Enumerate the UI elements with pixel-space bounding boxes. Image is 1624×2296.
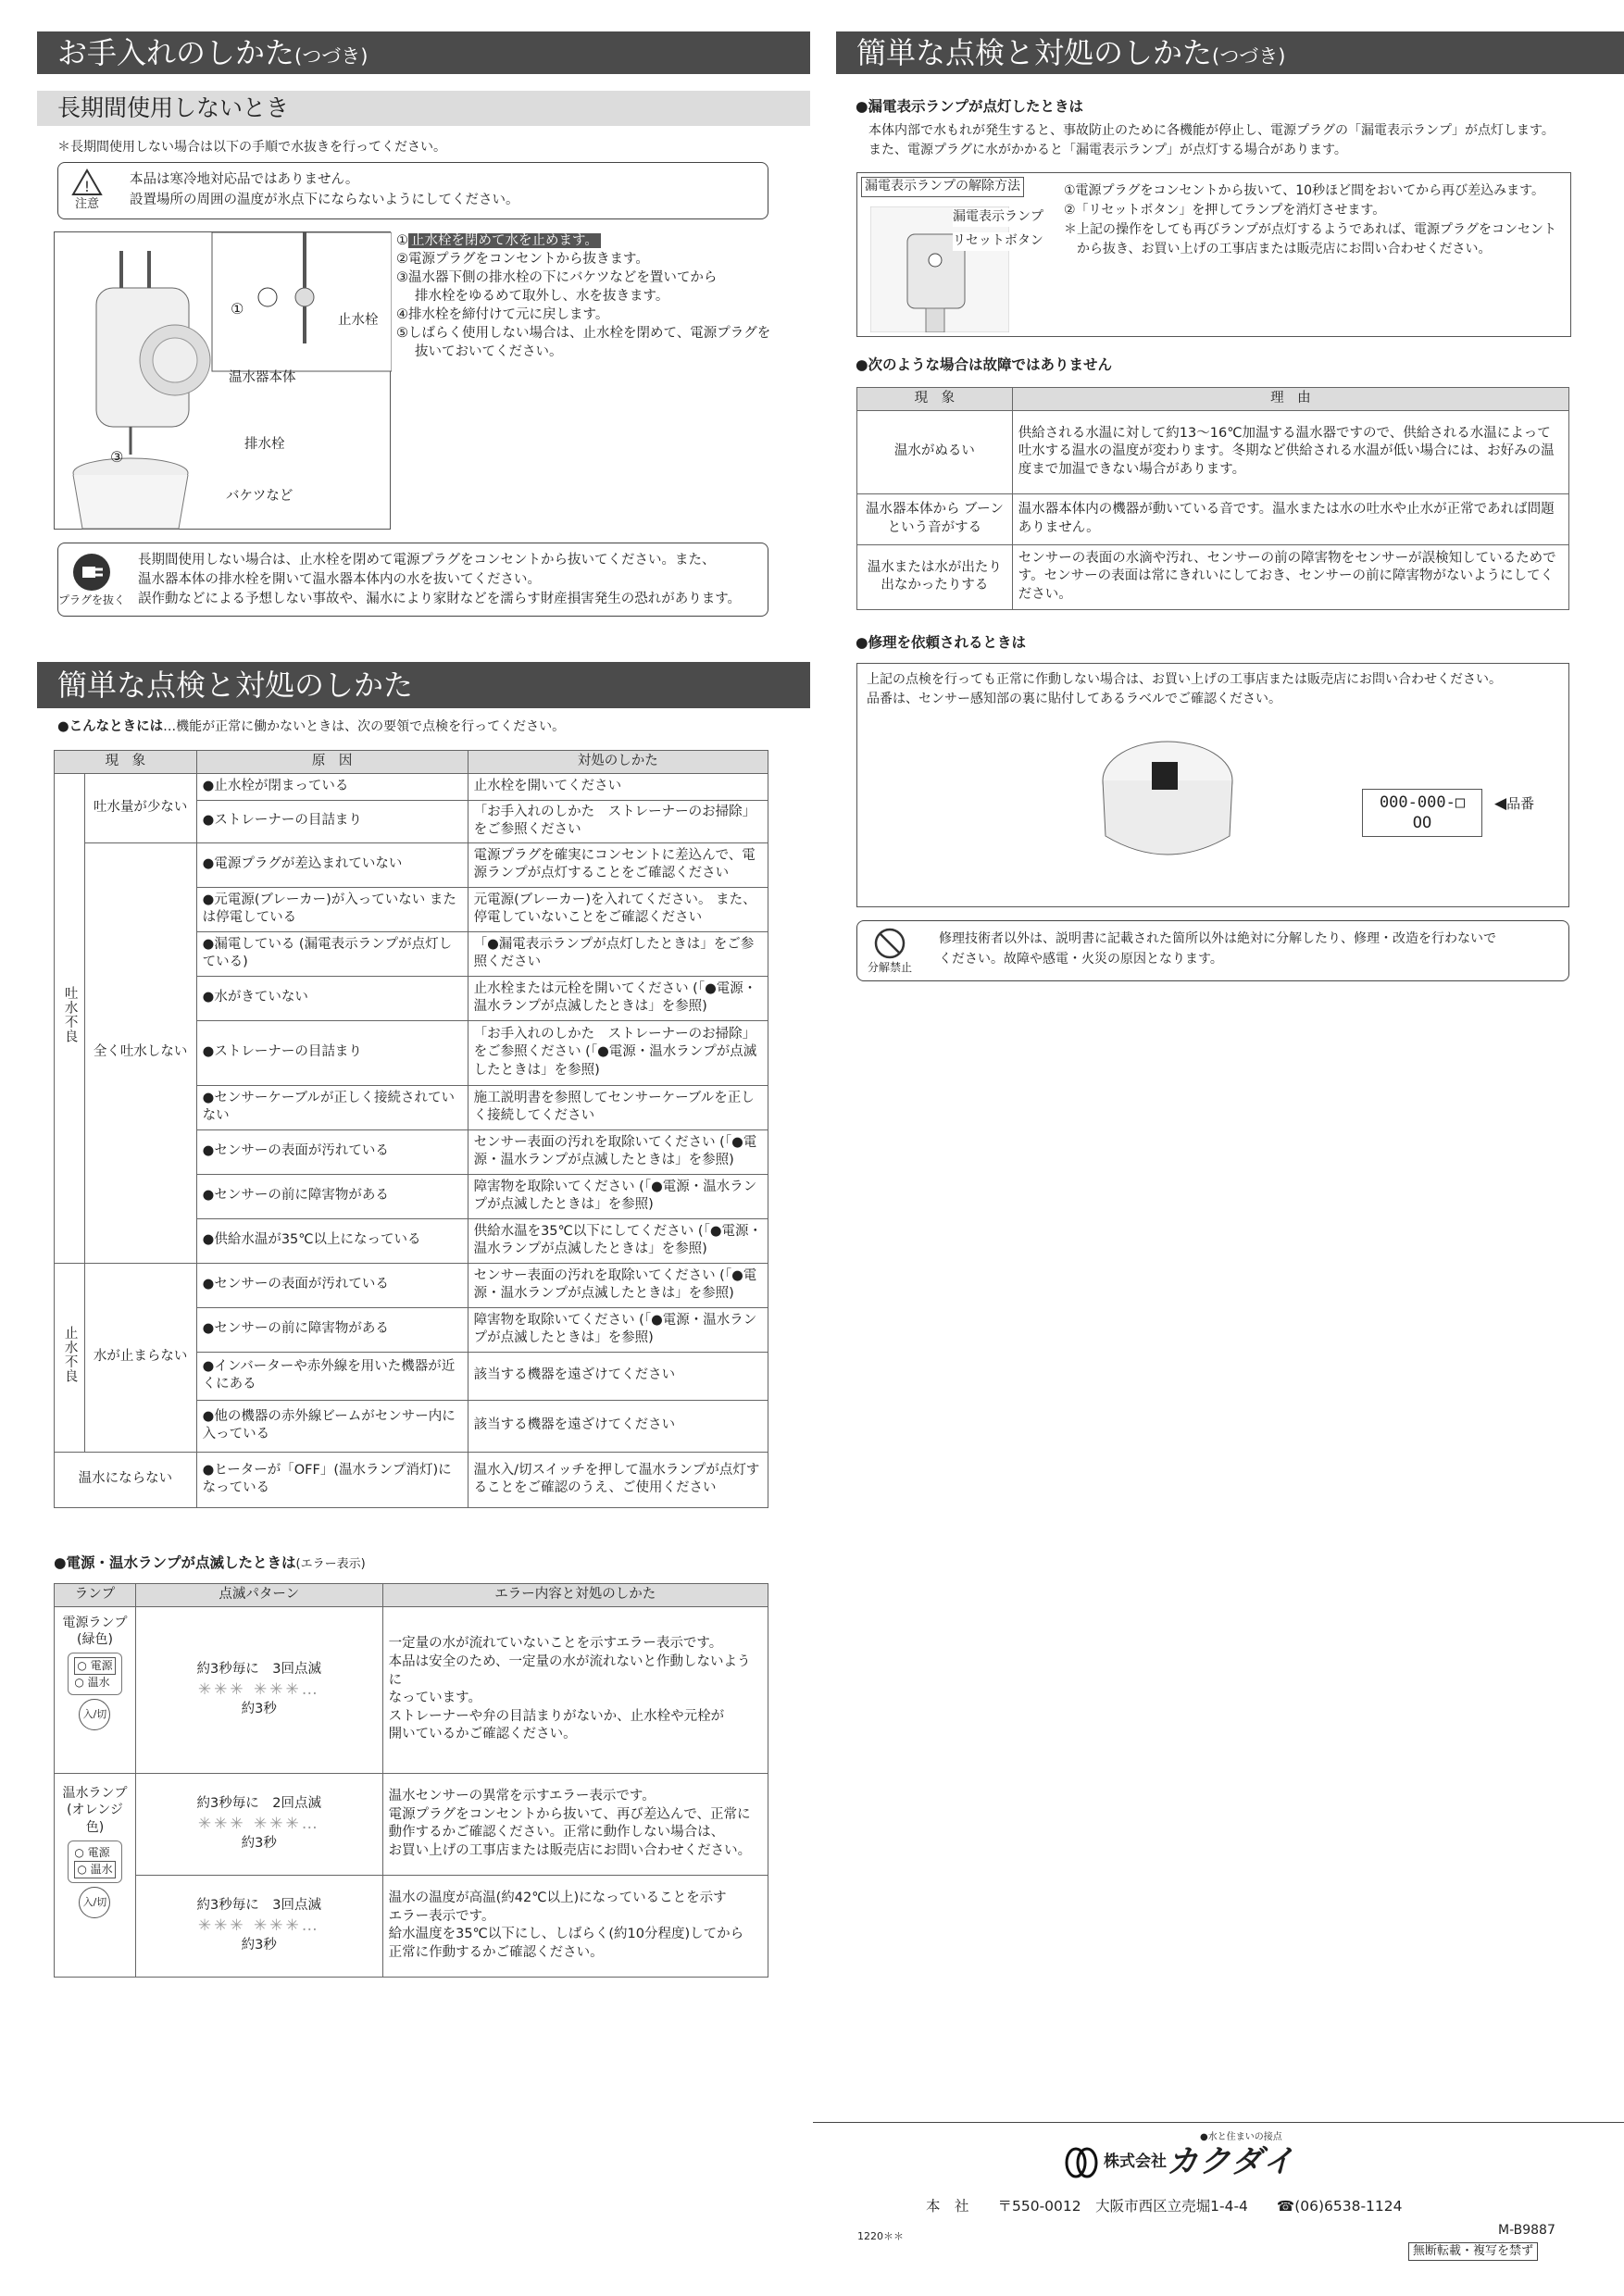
not-failure-r-0: 供給される水温に対して約13～16℃加温する温水器ですので、供給される水温によって吐水する温水の温度が変わります。冬期など供給される水温が低い場合には、お好みの温度まで加温できない場合があります。: [1012, 410, 1568, 493]
product-label-sub: OO: [1412, 814, 1432, 832]
not-failure-r-2: センサーの表面の水滴や汚れ、センサーの前の障害物をセンサーが誤検知しているためです。センサーの表面は常にきれいにしておき、センサーの前に障害物がないようにしてください。: [1012, 544, 1568, 609]
kakudai-logo-icon: [1065, 2147, 1098, 2178]
inspection-header-cause: 原 因: [196, 751, 468, 774]
leak-heading: ●漏電表示ランプが点灯したときは: [856, 98, 1084, 115]
unplug-label: プラグを抜く: [58, 593, 126, 606]
inspection-table: [54, 750, 768, 1508]
remedy-4: 「●漏電表示ランプが点灯したときは」をご参照ください: [468, 931, 768, 976]
company-name: カクダイ: [1167, 2143, 1295, 2180]
drain-step-5b: 抜いておいてください。: [415, 344, 563, 359]
pattern-1-stars-icon: ✳✳✳ ✳✳✳…: [197, 1679, 320, 1699]
not-failure-header-reason: 理 由: [1012, 388, 1568, 411]
error-3: 温水の温度が高温(約42℃以上)になっていることを示す エラー表示です。 給水温度を35℃以下にし、しばらく(約10分程度)してから 正常に作動するかご確認ください。: [382, 1875, 768, 1977]
caution-line-1: 本品は寒冷地対応品ではありません。: [130, 172, 359, 187]
remedy-3: 元電源(ブレーカー)を入れてください。 また、停電していないことをご確認ください: [468, 887, 768, 931]
hinban-label: 品番: [1506, 795, 1535, 812]
pattern-1-top: 約3秒毎に 3回点滅: [196, 1662, 321, 1678]
drain-step-3b: 排水栓をゆるめて取外し、水を抜きます。: [415, 289, 669, 304]
footer-tagline: ●水と住まいの接点: [1200, 2132, 1282, 2142]
caution-icon: [64, 167, 110, 215]
phenomenon-no-stop: 水が止まらない: [84, 1263, 196, 1452]
not-failure-r-1: 温水器本体内の機器が動いている音です。温水または水の吐水や止水が正常であれば問題ありません。: [1012, 493, 1568, 544]
cause-4: ●漏電している (漏電表示ランプが点灯している): [196, 931, 468, 976]
inspection-intro-text: …機能が正常に働かないときは、次の要領で点検を行ってください。: [163, 719, 566, 734]
cause-8: ●センサーの表面が汚れている: [196, 1129, 468, 1174]
cause-0: ●止水栓が閉まっている: [196, 773, 468, 800]
remedy-10: 供給水温を35℃以下にしてください (「●電源・温水ランプが点滅したときは」を参照): [468, 1218, 768, 1263]
drain-step-4: ④排水栓を締付けて元に戻します。: [396, 307, 609, 322]
not-failure-p-1: 温水器本体から ブーンという音がする: [857, 493, 1013, 544]
drain-step-5: ⑤しばらく使用しない場合は、止水栓を閉めて、電源プラグを: [396, 326, 771, 341]
sensor-illustration: [1098, 725, 1237, 864]
not-failure-header-phenomenon: 現 象: [857, 388, 1013, 411]
product-label-code: 000-000-□: [1379, 793, 1466, 812]
right-header-title: 簡単な点検と対処のしかた: [856, 35, 1213, 70]
leak-reset-box: [856, 172, 1571, 337]
diagram-step1-label: ①: [231, 300, 244, 318]
remedy-11: センサー表面の汚れを取除いてください (「●電源・温水ランプが点滅したときは」を参照): [468, 1263, 768, 1307]
error-2: 温水センサーの異常を示すエラー表示です。 電源プラグをコンセントから抜いて、再び差込んで、正常に 動作するかご確認ください。正常に動作しない場合は、 お買い上げの工事店または販売店にお問い合わせください。: [382, 1773, 768, 1875]
cause-12: ●センサーの前に障害物がある: [196, 1307, 468, 1352]
pattern-3: [135, 1875, 382, 1977]
hot-lamp-cell: [55, 1773, 136, 1977]
remedy-8: センサー表面の汚れを取除いてください (「●電源・温水ランプが点滅したときは」を参照): [468, 1129, 768, 1174]
hot-lamp-label: 温水ランプ (オレンジ色): [62, 1785, 128, 1836]
company-logo: [1065, 2140, 1295, 2185]
phenomenon-no-hot: 温水にならない: [55, 1452, 197, 1507]
caution-label: 注意: [74, 196, 99, 211]
phenomenon-no-water: 全く吐水しない: [84, 842, 196, 1263]
right-page-header: [836, 31, 1624, 74]
inspection-intro-bold: ●こんなときには: [57, 719, 164, 734]
pattern-3-top: 約3秒毎に 3回点滅: [196, 1898, 321, 1914]
pattern-2-bottom: 約3秒: [241, 1835, 277, 1851]
leak-line-1: 本体内部で水もれが発生すると、事故防止のために各機能が停止し、電源プラグの「漏電表示ランプ」が点灯します。: [868, 123, 1555, 138]
blink-heading: [54, 1554, 366, 1574]
left-header-title: お手入れのしかた: [57, 35, 295, 70]
disassembly-line-1: 修理技術者以外は、説明書に記載された箇所以外は絶対に分解したり、修理・改造を行わないで: [939, 931, 1496, 946]
blink-header-error: エラー内容と対処のしかた: [382, 1584, 768, 1607]
cause-9: ●センサーの前に障害物がある: [196, 1174, 468, 1218]
remedy-7: 施工説明書を参照してセンサーケーブルを正しく接続してください: [468, 1085, 768, 1129]
cause-1: ●ストレーナーの目詰まり: [196, 800, 468, 842]
diagram-step3-label: ③: [110, 448, 124, 466]
group-no-water: 吐水不良: [55, 773, 85, 1263]
company-prefix: 株式会社: [1104, 2152, 1167, 2171]
blink-header-pattern: 点滅パターン: [135, 1584, 382, 1607]
long-term-heading: 長期間使用しないとき: [37, 91, 810, 126]
power-lamp-cell: [55, 1606, 136, 1773]
remedy-13: 該当する機器を遠ざけてください: [468, 1352, 768, 1400]
unplug-box: [57, 543, 768, 617]
remedy-1: 「お手入れのしかた ストレーナーのお掃除」をご参照ください: [468, 800, 768, 842]
repair-heading: ●修理を依頼されるときは: [856, 634, 1027, 651]
leak-reset-label: リセットボタン: [953, 232, 1043, 251]
svg-text:!: !: [83, 177, 91, 195]
remedy-14: 該当する機器を遠ざけてください: [468, 1400, 768, 1452]
not-failure-p-0: 温水がぬるい: [857, 410, 1013, 493]
cause-7: ●センサーケーブルが正しく接続されていない: [196, 1085, 468, 1129]
drain-step-3: ③温水器下側の排水栓の下にバケツなどを置いてから: [396, 270, 718, 285]
cause-13: ●インバーターや赤外線を用いた機器が近くにある: [196, 1352, 468, 1400]
leak-line-2: また、電源プラグに水がかかると「漏電表示ランプ」が点灯する場合があります。: [868, 143, 1347, 157]
disassembly-label: 分解禁止: [867, 960, 912, 974]
unplug-icon: [58, 547, 126, 612]
caution-line-2: 設置場所の周囲の温度が氷点下にならないようにしてください。: [130, 193, 519, 207]
left-header-suffix: (つづき): [294, 45, 369, 68]
repair-line-1: 上記の点検を行っても正常に作動しない場合は、お買い上げの工事店または販売店にお問い合わせください。: [867, 672, 1502, 687]
diagram-valve-label: 止水栓: [338, 313, 379, 328]
diagram-drain-label: 排水栓: [244, 437, 285, 452]
hot-lamp-indicator: ○ 電源 ○ 温水: [68, 1841, 121, 1883]
footer-rule: [813, 2122, 1624, 2123]
pattern-3-bottom: 約3秒: [241, 1937, 277, 1953]
cause-14: ●他の機器の赤外線ビームがセンサー内に入っている: [196, 1400, 468, 1452]
pattern-1: [135, 1606, 382, 1773]
not-failure-p-2: 温水または水が出たり 出なかったりする: [857, 544, 1013, 609]
remedy-5: 止水栓または元栓を開いてください (「●電源・温水ランプが点滅したときは」を参照): [468, 976, 768, 1020]
unplug-line-1: 長期間使用しない場合は、止水栓を閉めて電源プラグをコンセントから抜いてください。また、: [138, 553, 716, 568]
right-header-suffix: (つづき): [1212, 45, 1286, 68]
caution-box: [57, 162, 768, 219]
left-page-header: [37, 31, 810, 74]
cause-5: ●水がきていない: [196, 976, 468, 1020]
phenomenon-low-flow: 吐水量が少ない: [84, 773, 196, 842]
cause-6: ●ストレーナーの目詰まり: [196, 1020, 468, 1085]
footer-date-code: 1220＊＊: [857, 2230, 904, 2242]
not-failure-heading: ●次のような場合は故障ではありません: [856, 356, 1113, 373]
pattern-2-stars-icon: ✳✳✳ ✳✳✳…: [197, 1814, 320, 1833]
diagram-bucket-label: バケツなど: [226, 489, 294, 504]
leak-step-2: ②「リセットボタン」を押してランプを消灯させます。: [1064, 203, 1386, 218]
disassembly-line-2: ください。故障や感電・火災の原因となります。: [939, 952, 1223, 967]
cause-2: ●電源プラグが差込まれていない: [196, 842, 468, 887]
remedy-9: 障害物を取除いてください (「●電源・温水ランプが点滅したときは」を参照): [468, 1174, 768, 1218]
drain-steps: [396, 231, 785, 361]
power-lamp-label: 電源ランプ (緑色): [62, 1615, 128, 1648]
cause-15: ●ヒーターが「OFF」(温水ランプ消灯)になっている: [196, 1452, 468, 1507]
footer-notice: 無断転載・複写を禁ず: [1408, 2242, 1538, 2261]
diagram-body-label: 温水器本体: [229, 370, 296, 385]
hinban-pointer: [1494, 793, 1534, 816]
unplug-line-2: 温水器本体の排水栓を開いて温水器本体内の水を抜いてください。: [138, 572, 541, 587]
drain-diagram: [54, 231, 391, 530]
leak-step-note-1: ＊上記の操作をしても再びランプが点灯するようであれば、電源プラグをコンセント: [1064, 222, 1556, 237]
inspection-header-remedy: 対処のしかた: [468, 751, 768, 774]
disassembly-box: [856, 920, 1569, 981]
pattern-2: [135, 1773, 382, 1875]
product-label: [1362, 789, 1482, 837]
blink-table: [54, 1583, 768, 1978]
pattern-1-bottom: 約3秒: [241, 1701, 277, 1716]
not-failure-table: [856, 387, 1569, 610]
remedy-12: 障害物を取除いてください (「●電源・温水ランプが点滅したときは」を参照): [468, 1307, 768, 1352]
inspection-title: 簡単な点検と対処のしかた: [57, 668, 414, 703]
remedy-2: 電源プラグを確実にコンセントに差込んで、電源ランプが点灯することをご確認ください: [468, 842, 768, 887]
pattern-3-stars-icon: ✳✳✳ ✳✳✳…: [197, 1915, 320, 1935]
long-term-note: ＊長期間使用しない場合は以下の手順で水抜きを行ってください。: [57, 140, 446, 155]
power-lamp-indicator: ○ 電源 ○ 温水: [68, 1653, 121, 1695]
pattern-2-top: 約3秒毎に 2回点滅: [196, 1796, 321, 1812]
cause-3: ●元電源(ブレーカー)が入っていない または停電している: [196, 887, 468, 931]
arrow-left-icon: ◀: [1494, 794, 1507, 813]
remedy-6: 「お手入れのしかた ストレーナーのお掃除」をご参照ください (「●電源・温水ランプが点滅したときは」を参照): [468, 1020, 768, 1085]
footer-address: 本 社 〒550-0012 大阪市西区立売堀1-4-4 ☎(06)6538-1124: [926, 2198, 1403, 2215]
remedy-15: 温水入/切スイッチを押して温水ランプが点灯することをご確認のうえ、ご使用ください: [468, 1452, 768, 1507]
inspection-header: [37, 662, 810, 708]
unplug-line-3: 誤作動などによる予想しない事故や、漏水により家財などを濡らす財産損害発生の恐れがあります。: [138, 592, 742, 606]
inspection-header-phenomenon: 現 象: [55, 751, 197, 774]
blink-header-lamp: ランプ: [55, 1584, 136, 1607]
power-toggle-icon: 入/切: [79, 1699, 110, 1730]
cause-10: ●供給水温が35℃以上になっている: [196, 1218, 468, 1263]
error-1: 一定量の水が流れていないことを示すエラー表示です。 本品は安全のため、一定量の水が流れないと作動しないように なっています。 ストレーナーや弁の目詰まりがないか、止水栓や元栓が 開いているかご確認ください。: [382, 1606, 768, 1773]
repair-box: [856, 663, 1569, 907]
no-disassembly-icon: [859, 923, 920, 979]
footer-code: M-B9887: [1498, 2223, 1555, 2238]
drain-step-1: ① 止水栓を閉めて水を止めます。: [396, 231, 785, 250]
inspection-intro: [57, 718, 565, 737]
blink-heading-text: ●電源・温水ランプが点滅したときは: [54, 1554, 296, 1571]
cause-11: ●センサーの表面が汚れている: [196, 1263, 468, 1307]
remedy-0: 止水栓を開いてください: [468, 773, 768, 800]
drain-step-2: ②電源プラグをコンセントから抜きます。: [396, 252, 649, 267]
hot-toggle-icon: 入/切: [79, 1887, 110, 1918]
leak-lamp-label: 漏電表示ランプ: [953, 208, 1043, 227]
repair-line-2: 品番は、センサー感知部の裏に貼付してあるラベルでご確認ください。: [867, 692, 1281, 706]
blink-heading-note: (エラー表示): [295, 1557, 366, 1571]
leak-box-title: 漏電表示ランプの解除方法: [861, 177, 1024, 197]
group-no-stop: 止水不良: [55, 1263, 85, 1452]
leak-step-note-2: から抜き、お買い上げの工事店または販売店にお問い合わせください。: [1064, 242, 1492, 256]
leak-step-1: ①電源プラグをコンセントから抜いて、10秒ほど間をおいてから再び差込みます。: [1064, 183, 1544, 198]
